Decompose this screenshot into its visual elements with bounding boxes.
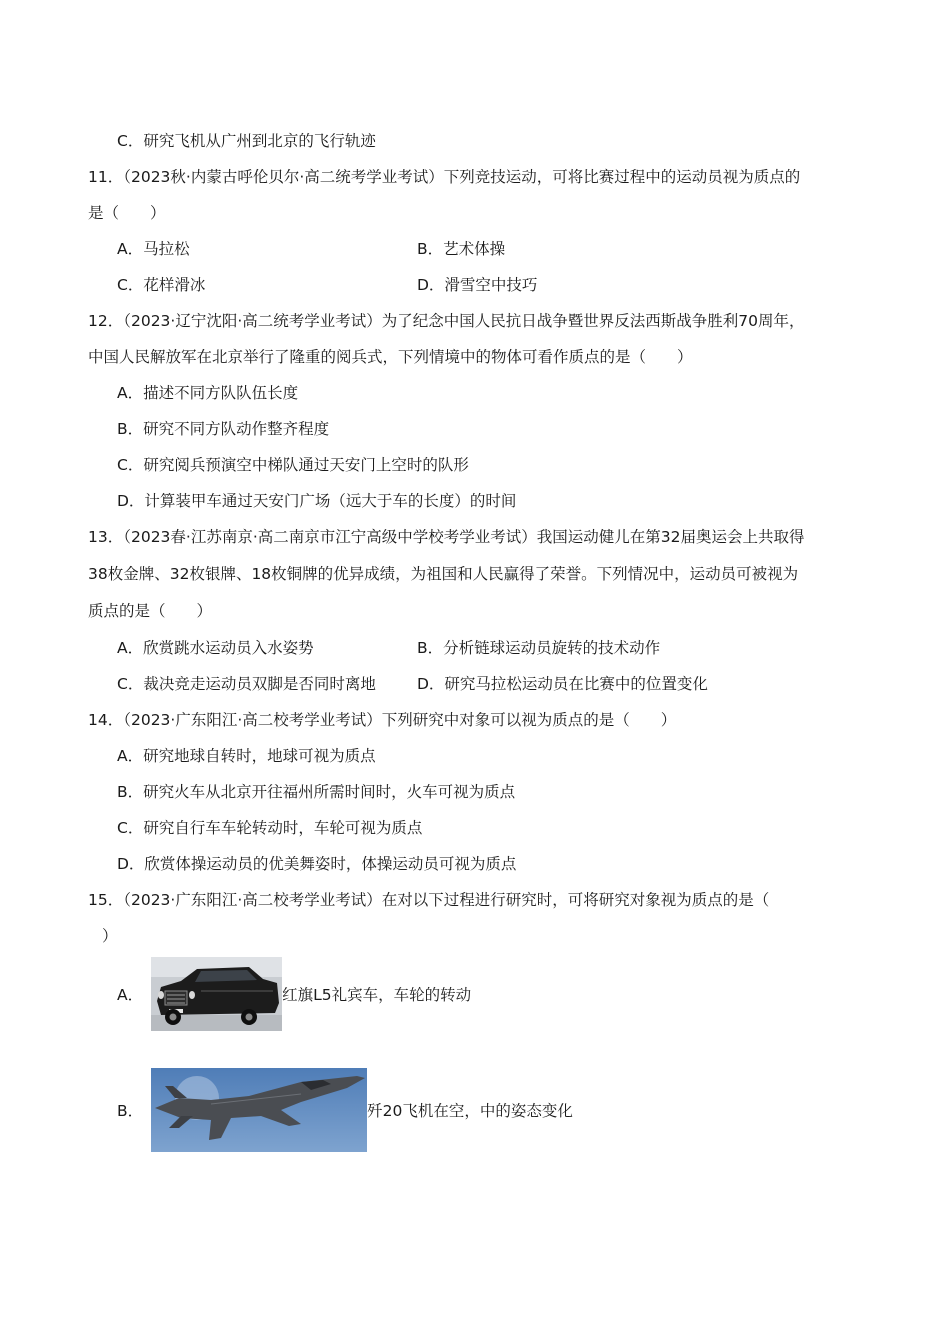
q12-option-d: D．计算装甲车通过天安门广场（远大于车的长度）的时间 [117,492,517,510]
q13-stem-line3: 质点的是（ ） [88,602,213,620]
q13-option-d: D．研究马拉松运动员在比赛中的位置变化 [417,675,708,693]
q14-option-c: C．研究自行车车轮转动时，车轮可视为质点 [117,819,423,837]
q11-stem-line1: 11．（2023秋·内蒙古呼伦贝尔·高二统考学业考试）下列竞技运动，可将比赛过程中的运动员视为质点的 [88,168,801,186]
q15-option-b-text: 歼20飞机在空，中的姿态变化 [367,1102,573,1120]
q15-stem-line2: ） [102,927,118,945]
q13-option-a: A．欣赏跳水运动员入水姿势 [117,639,314,657]
q13-stem-line2: 38枚金牌、32枚银牌、18枚铜牌的优异成绩，为祖国和人民赢得了荣誉。下列情况中，运动员可被视为 [88,565,799,583]
q15-stem-line1: 15．（2023·广东阳江·高二校考学业考试）在对以下过程进行研究时，可将研究对象视为质点的是（ [88,891,770,909]
q11-option-c: C．花样滑冰 [117,276,206,294]
q13-option-c: C．裁决竞走运动员双脚是否同时离地 [117,675,376,693]
q12-option-c: C．研究阅兵预演空中梯队通过天安门上空时的队形 [117,456,469,474]
q14-option-d: D．欣赏体操运动员的优美舞姿时，体操运动员可视为质点 [117,855,517,873]
q10-option-c: C．研究飞机从广州到北京的飞行轨迹 [117,132,376,150]
q15-option-a-label: A． [117,986,144,1004]
q12-option-b: B．研究不同方队动作整齐程度 [117,420,330,438]
q13-option-b: B．分析链球运动员旋转的技术动作 [417,639,661,657]
q11-option-a: A．马拉松 [117,240,190,258]
q15-option-a-text: 红旗L5礼宾车，车轮的转动 [282,986,472,1004]
q13-stem-line1: 13．（2023春·江苏南京·高二南京市江宁高级中学校考学业考试）我国运动健儿在第32届奥运会上共取得 [88,528,805,546]
j20-fighter-jet-image [151,1068,367,1152]
q12-option-a: A．描述不同方队队伍长度 [117,384,299,402]
q15-option-b [117,1068,573,1152]
q14-stem: 14．（2023·广东阳江·高二校考学业考试）下列研究中对象可以视为质点的是（ ） [88,711,677,729]
q12-stem-line2: 中国人民解放军在北京举行了隆重的阅兵式，下列情境中的物体可看作质点的是（ ） [88,348,693,366]
q15-option-b-label: B． [117,1102,144,1120]
q15-option-a [117,957,471,1031]
q12-stem-line1: 12．（2023·辽宁沈阳·高二统考学业考试）为了纪念中国人民抗日战争暨世界反法西斯战争胜利70周年， [88,312,805,330]
q11-option-b: B．艺术体操 [417,240,506,258]
q11-stem-line2: 是（ ） [88,204,166,222]
hongqi-car-image [151,957,282,1031]
q11-option-d: D．滑雪空中技巧 [417,276,538,294]
q14-option-b: B．研究火车从北京开往福州所需时间时，火车可视为质点 [117,783,516,801]
q14-option-a: A．研究地球自转时，地球可视为质点 [117,747,376,765]
